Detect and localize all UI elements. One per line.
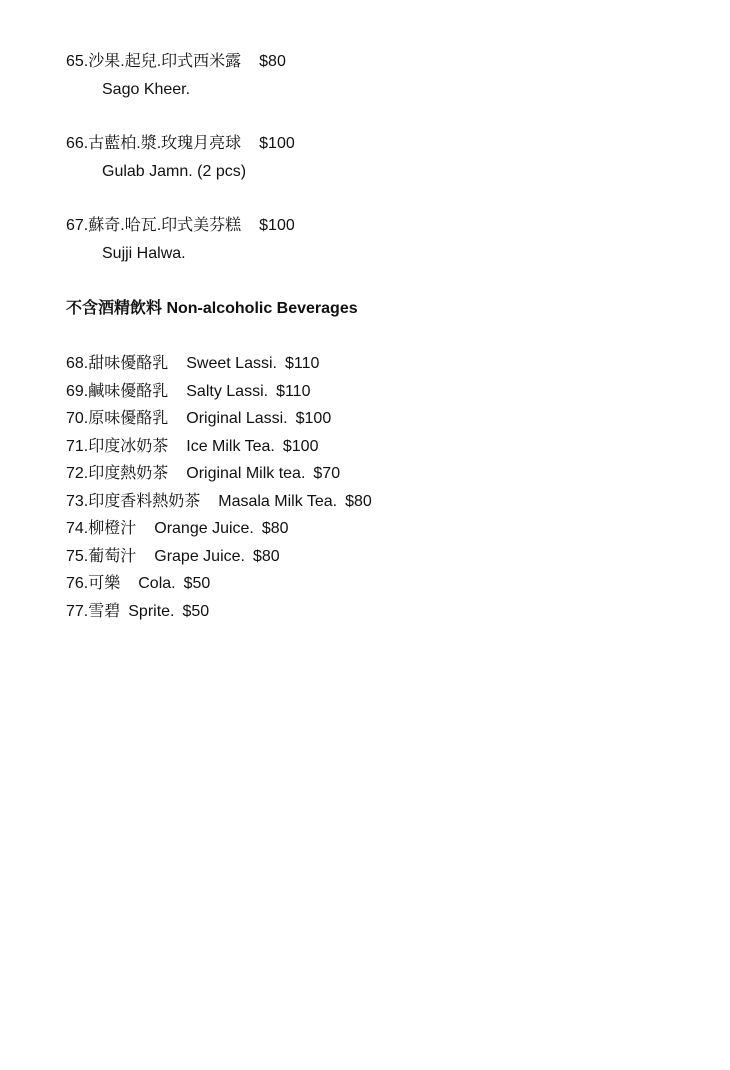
item-name-zh: 70.原味優酪乳 (66, 410, 169, 427)
item-name-zh: 67.蘇奇.哈瓦.印式美芬糕 (66, 217, 242, 234)
item-price: $110 (276, 382, 311, 400)
item-name-zh: 77.雪碧 (66, 602, 121, 620)
item-name-en: Sweet Lassi. (186, 355, 277, 372)
item-name-zh: 74.柳橙汁 (66, 520, 137, 537)
list-item (66, 573, 372, 601)
list-item (66, 463, 372, 491)
beverage-list (66, 353, 372, 628)
menu-item-66 (66, 134, 295, 182)
item-name-en: Gulab Jamn. (2 pcs) (102, 163, 247, 180)
item-price: $100 (259, 135, 295, 152)
item-price: $100 (295, 410, 332, 427)
item-name-en: Grape Juice. (154, 547, 245, 565)
item-name-zh: 65.沙果.起兒.印式西米露 (66, 53, 242, 70)
list-item (66, 546, 372, 574)
item-price: $80 (261, 520, 289, 537)
list-item (66, 408, 372, 436)
list-item (66, 601, 372, 629)
menu-item-67 (66, 216, 295, 264)
item-price: $80 (252, 547, 280, 565)
section-title-beverages: 不含酒精飲料 Non-alcoholic Beverages (66, 300, 358, 317)
item-name-en: Orange Juice. (154, 520, 254, 537)
item-price: $110 (284, 355, 320, 372)
item-name-en: Original Lassi. (186, 410, 288, 427)
item-price: $50 (182, 602, 210, 620)
list-item (66, 518, 372, 546)
item-name-zh: 66.古藍柏.漿.玫瑰月亮球 (66, 135, 242, 152)
item-name-zh: 69.鹹味優酪乳 (66, 382, 169, 400)
item-name-zh: 72.印度熱奶茶 (66, 465, 169, 482)
item-price: $80 (259, 53, 286, 70)
menu-item-65 (66, 52, 286, 100)
item-name-en: Sprite. (128, 602, 175, 620)
item-price: $70 (313, 465, 341, 482)
item-name-zh: 75.葡萄汁 (66, 547, 137, 565)
item-name-zh: 76.可樂 (66, 575, 121, 592)
list-item (66, 491, 372, 519)
list-item (66, 436, 372, 464)
item-price: $100 (282, 437, 319, 455)
list-item (66, 353, 372, 381)
item-name-en: Sujji Halwa. (102, 245, 186, 262)
item-price: $80 (345, 492, 372, 510)
item-name-zh: 73.印度香料熱奶茶 (66, 492, 201, 510)
list-item (66, 381, 372, 409)
item-name-zh: 68.甜味優酪乳 (66, 355, 169, 372)
item-name-en: Sago Kheer. (102, 81, 191, 98)
item-name-en: Cola. (138, 575, 176, 592)
item-name-en: Salty Lassi. (186, 382, 269, 400)
item-name-en: Ice Milk Tea. (186, 437, 275, 455)
item-name-en: Masala Milk Tea. (218, 492, 338, 510)
item-price: $100 (259, 217, 295, 234)
item-name-zh: 71.印度冰奶茶 (66, 437, 169, 455)
item-name-en: Original Milk tea. (186, 465, 306, 482)
item-price: $50 (183, 575, 211, 592)
